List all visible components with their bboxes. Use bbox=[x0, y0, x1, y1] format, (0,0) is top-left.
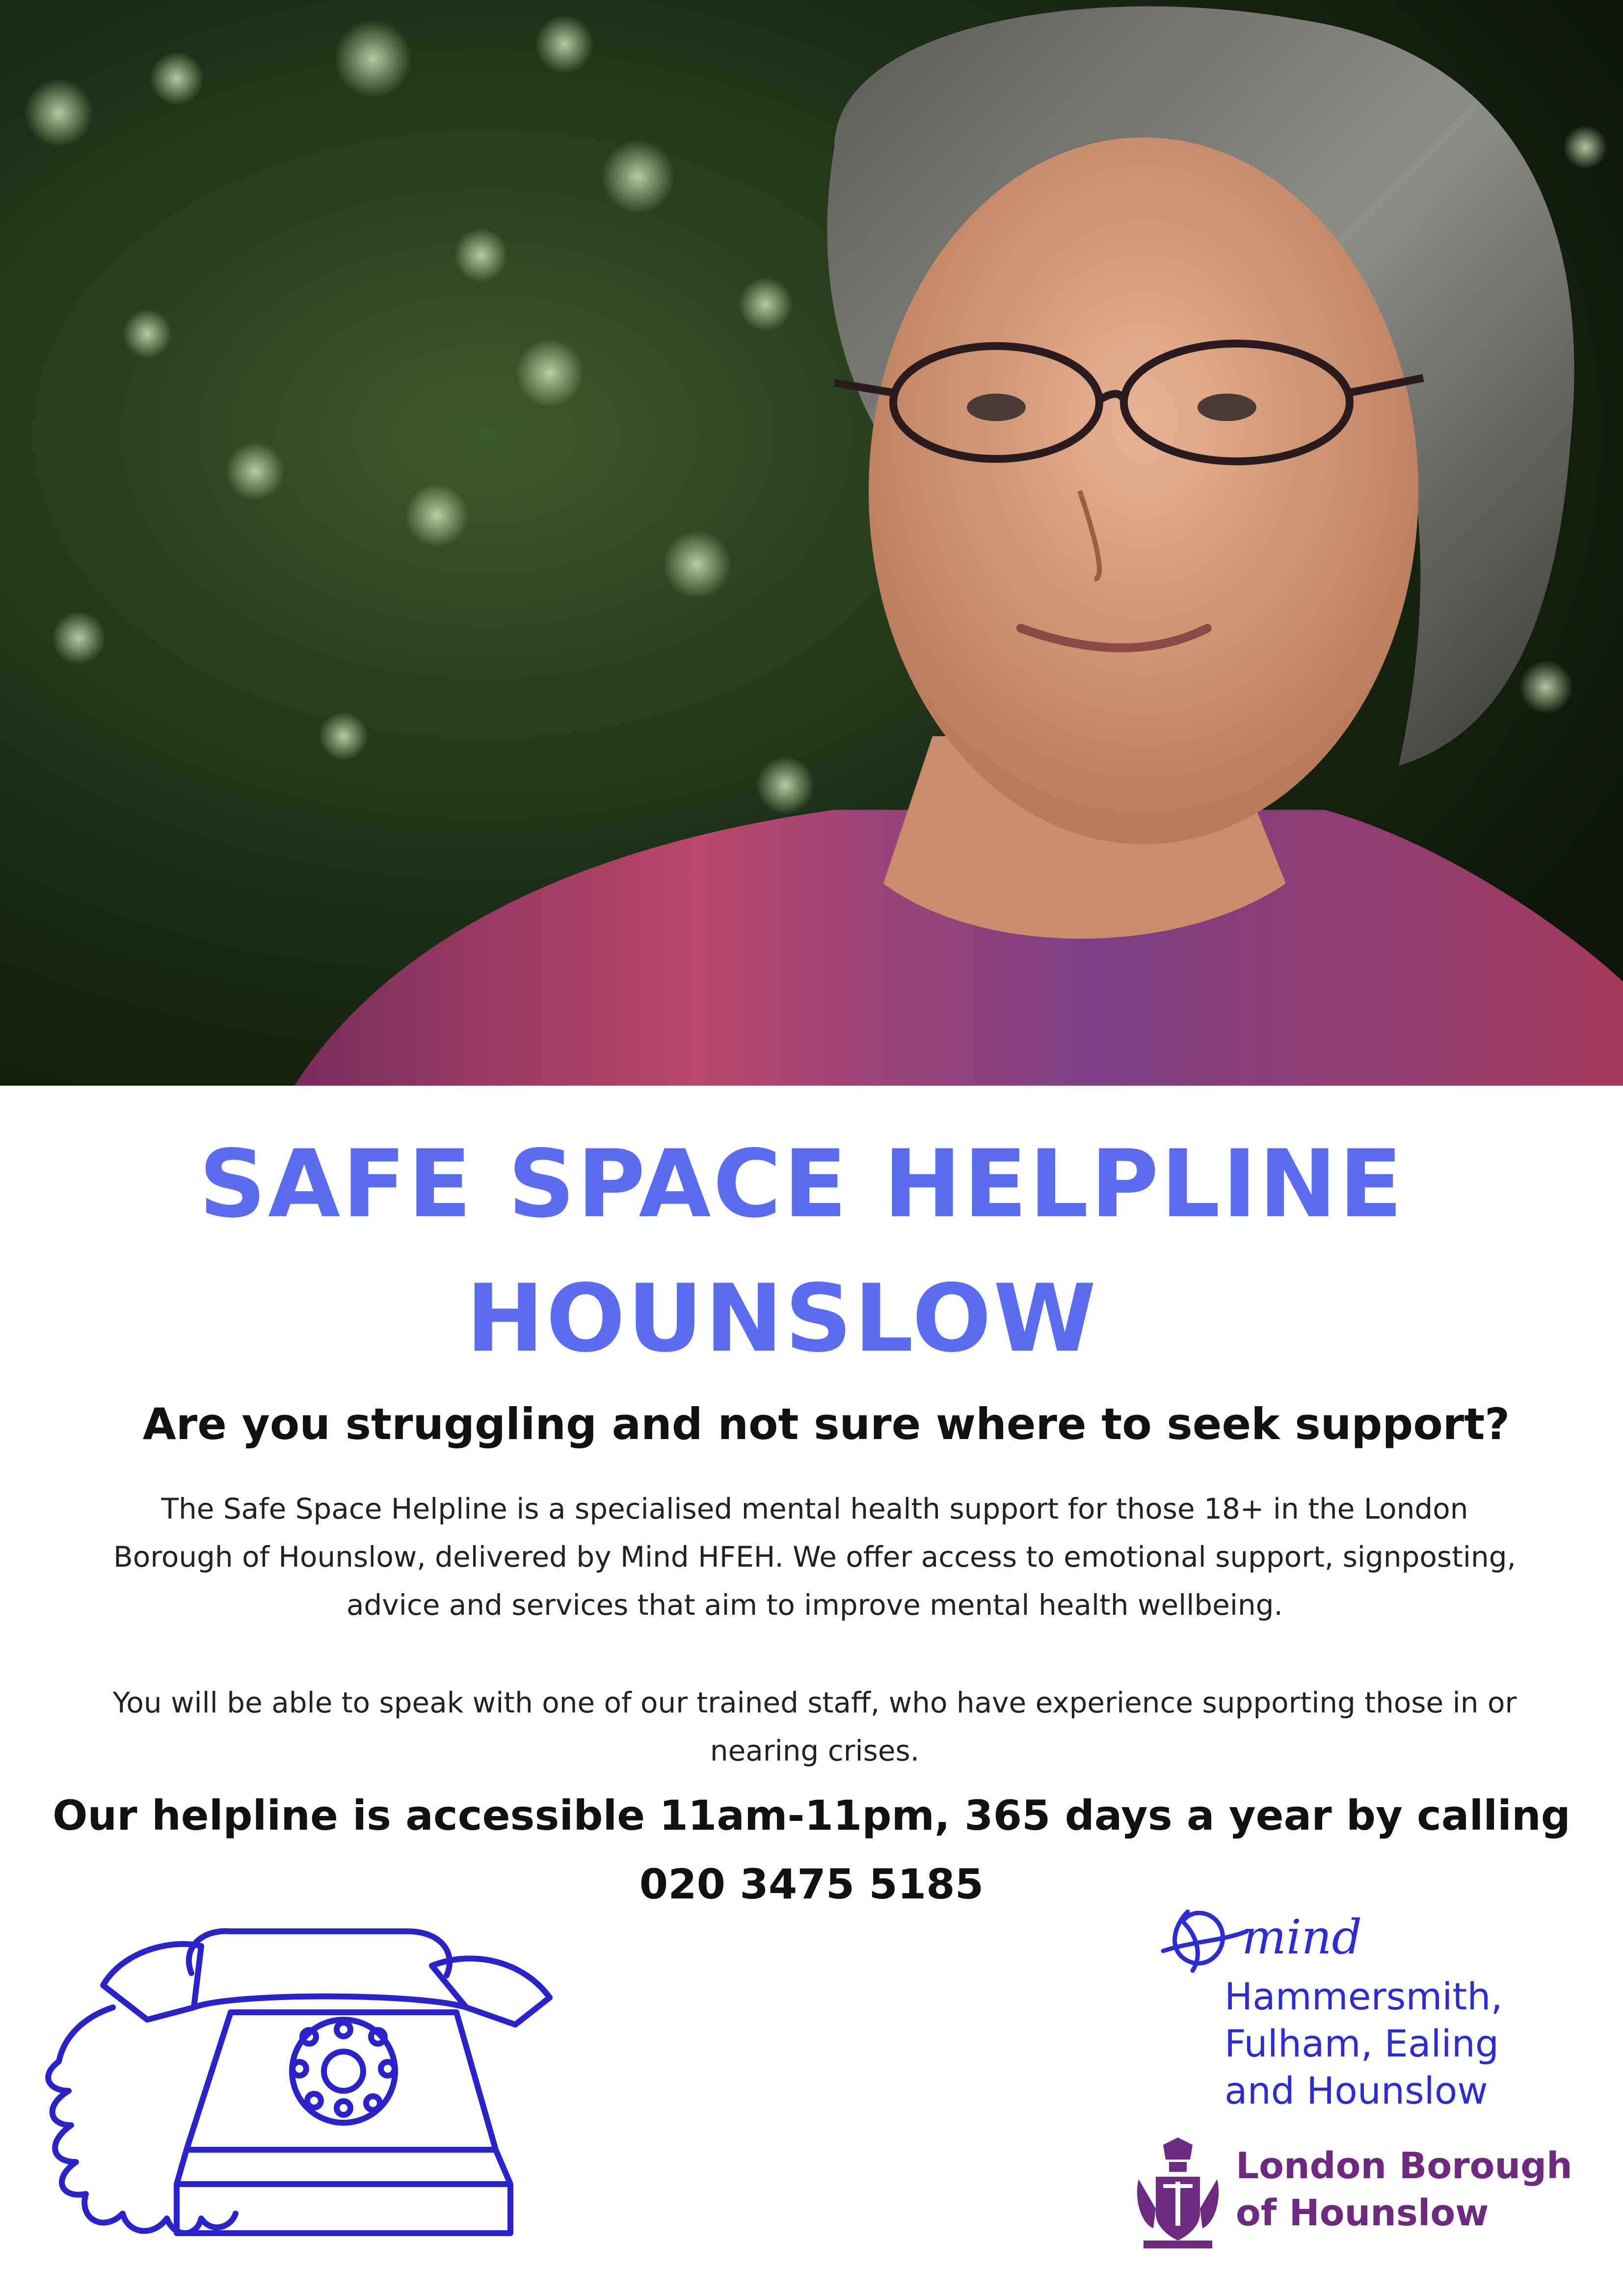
opening-hours: Our helpline is accessible 11am-11pm, 365 days a year by calling bbox=[53, 1791, 1570, 1840]
question-heading: Are you struggling and not sure where to seek support? bbox=[142, 1399, 1510, 1449]
telephone-illustration-icon bbox=[25, 1919, 613, 2263]
council-line-2: of Hounslow bbox=[1236, 2192, 1489, 2234]
phone-number: 020 3475 5185 bbox=[639, 1860, 984, 1908]
hounslow-crest-icon bbox=[1129, 2135, 1227, 2253]
mind-logo-icon bbox=[1153, 1897, 1448, 1980]
mind-line-3: and Hounslow bbox=[1224, 2069, 1488, 2112]
mind-branch-name bbox=[1224, 1973, 1597, 2114]
mind-line-1: Hammersmith, bbox=[1224, 1975, 1503, 2018]
hero-photo bbox=[0, 0, 1623, 1086]
intro-paragraph: The Safe Space Helpline is a specialised mental health support for those 18+ in the London Borough of Hounslow, delivered by Mind HFEH. We offer access to emotional support, signposting, advice and services that aim to improve mental health wellbeing. bbox=[113, 1492, 1516, 1622]
council-line-1: London Borough bbox=[1236, 2145, 1572, 2187]
council-name bbox=[1236, 2142, 1609, 2237]
mind-wordmark: mind bbox=[1242, 1910, 1362, 1965]
title-line-2: HOUNSLOW bbox=[466, 1264, 1098, 1373]
staff-paragraph: You will be able to speak with one of our trained staff, who have experience supporting those in or nearing crises. bbox=[112, 1686, 1517, 1767]
mind-line-2: Fulham, Ealing bbox=[1224, 2022, 1499, 2065]
title-line-1: SAFE SPACE HELPLINE bbox=[199, 1130, 1405, 1238]
